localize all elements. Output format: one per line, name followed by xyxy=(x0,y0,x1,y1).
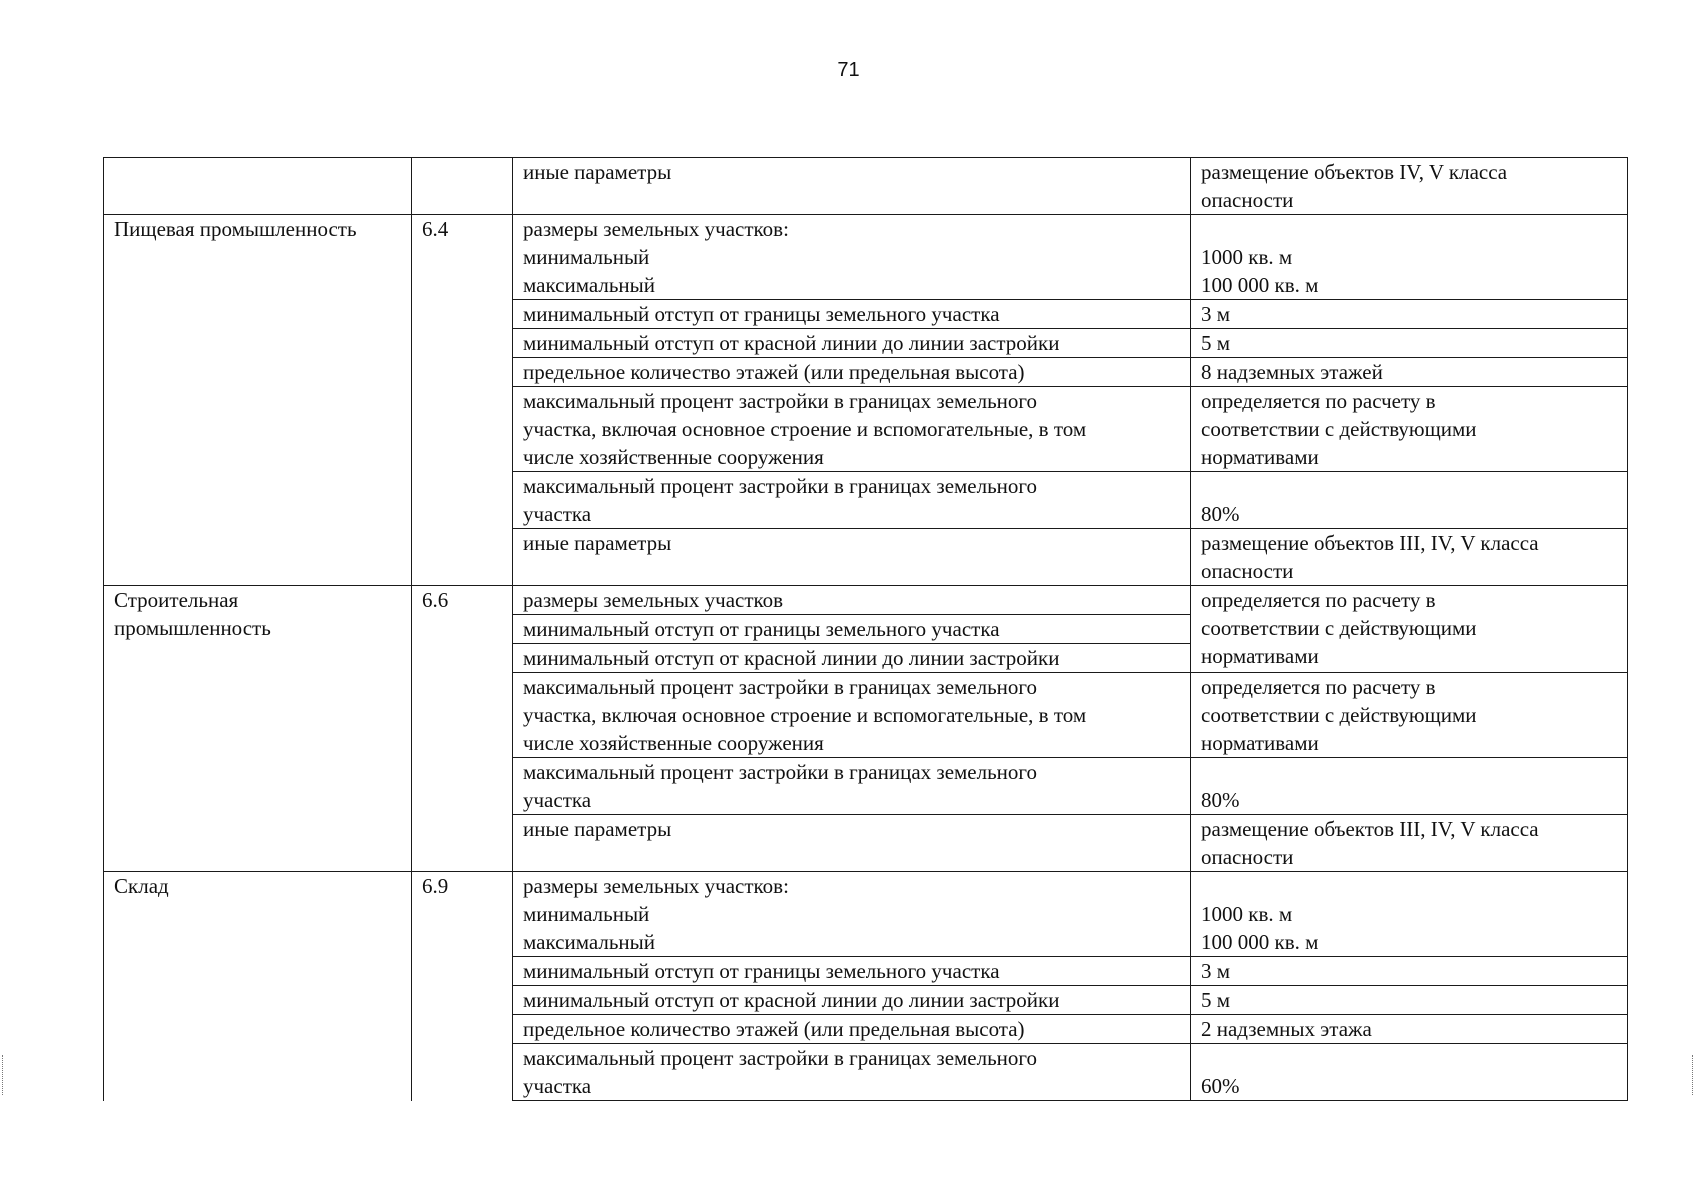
land-use-name: Пищевая промышленность xyxy=(114,217,357,241)
value-cell: 80% xyxy=(1191,758,1628,815)
value-cell: определяется по расчету в соответствии с действующими нормативами xyxy=(1191,586,1628,673)
table-row xyxy=(104,158,1628,215)
value-cell: размещение объектов III, IV, V класса опасности xyxy=(1191,529,1628,586)
param-cell: минимальный отступ от границы земельного участка xyxy=(513,300,1191,329)
value-cell: 1000 кв. м 100 000 кв. м xyxy=(1191,215,1628,300)
code-cell xyxy=(412,586,513,872)
table-row xyxy=(104,872,1628,957)
value-cell: 3 м xyxy=(1191,957,1628,986)
param-cell: минимальный отступ от красной линии до линии застройки xyxy=(513,644,1191,673)
land-use-code: 6.9 xyxy=(422,874,449,898)
use-cell xyxy=(104,215,412,586)
table-row xyxy=(104,215,1628,300)
param-cell: предельное количество этажей (или предельная высота) xyxy=(513,1015,1191,1044)
use-cell xyxy=(104,158,412,215)
use-cell xyxy=(104,586,412,872)
param-cell: размеры земельных участков xyxy=(513,586,1191,615)
table-row xyxy=(104,586,1628,615)
param-cell: максимальный процент застройки в границах земельного участка xyxy=(513,1044,1191,1101)
value-cell: определяется по расчету в соответствии с действующими нормативами xyxy=(1191,673,1628,758)
param-cell: размеры земельных участков: минимальный максимальный xyxy=(513,872,1191,957)
value-cell: размещение объектов III, IV, V класса опасности xyxy=(1191,815,1628,872)
value-cell: размещение объектов IV, V класса опасности xyxy=(1191,158,1628,215)
param-cell: максимальный процент застройки в границах земельного участка xyxy=(513,758,1191,815)
value-cell: 5 м xyxy=(1191,986,1628,1015)
land-use-code: 6.6 xyxy=(422,588,449,612)
parameters-table xyxy=(103,157,1628,1101)
scan-edge-mark-right xyxy=(1692,1055,1695,1095)
scan-edge-mark-left xyxy=(2,1055,5,1095)
use-cell xyxy=(104,872,412,1101)
param-cell: предельное количество этажей (или предельная высота) xyxy=(513,358,1191,387)
param-cell: иные параметры xyxy=(513,158,1191,215)
param-cell: минимальный отступ от красной линии до линии застройки xyxy=(513,329,1191,358)
param-cell: минимальный отступ от красной линии до линии застройки xyxy=(513,986,1191,1015)
param-cell: минимальный отступ от границы земельного участка xyxy=(513,957,1191,986)
land-use-code: 6.4 xyxy=(422,217,449,241)
value-cell: определяется по расчету в соответствии с действующими нормативами xyxy=(1191,387,1628,472)
param-cell: максимальный процент застройки в границах земельного участка, включая основное строение и вспомогательные, в том числе хозяйственные сооружения xyxy=(513,673,1191,758)
land-use-name: Строительная промышленность xyxy=(114,588,271,640)
value-cell: 8 надземных этажей xyxy=(1191,358,1628,387)
code-cell xyxy=(412,158,513,215)
value-cell: 5 м xyxy=(1191,329,1628,358)
value-cell: 3 м xyxy=(1191,300,1628,329)
param-cell: максимальный процент застройки в границах земельного участка, включая основное строение и вспомогательные, в том числе хозяйственные сооружения xyxy=(513,387,1191,472)
param-cell: размеры земельных участков: минимальный максимальный xyxy=(513,215,1191,300)
land-use-name: Склад xyxy=(114,874,169,898)
value-cell: 1000 кв. м 100 000 кв. м xyxy=(1191,872,1628,957)
param-cell: максимальный процент застройки в границах земельного участка xyxy=(513,472,1191,529)
value-cell: 60% xyxy=(1191,1044,1628,1101)
code-cell xyxy=(412,215,513,586)
param-cell: иные параметры xyxy=(513,529,1191,586)
value-cell: 2 надземных этажа xyxy=(1191,1015,1628,1044)
param-cell: минимальный отступ от границы земельного участка xyxy=(513,615,1191,644)
page-number: 71 xyxy=(837,59,860,81)
value-cell: 80% xyxy=(1191,472,1628,529)
param-cell: иные параметры xyxy=(513,815,1191,872)
code-cell xyxy=(412,872,513,1101)
